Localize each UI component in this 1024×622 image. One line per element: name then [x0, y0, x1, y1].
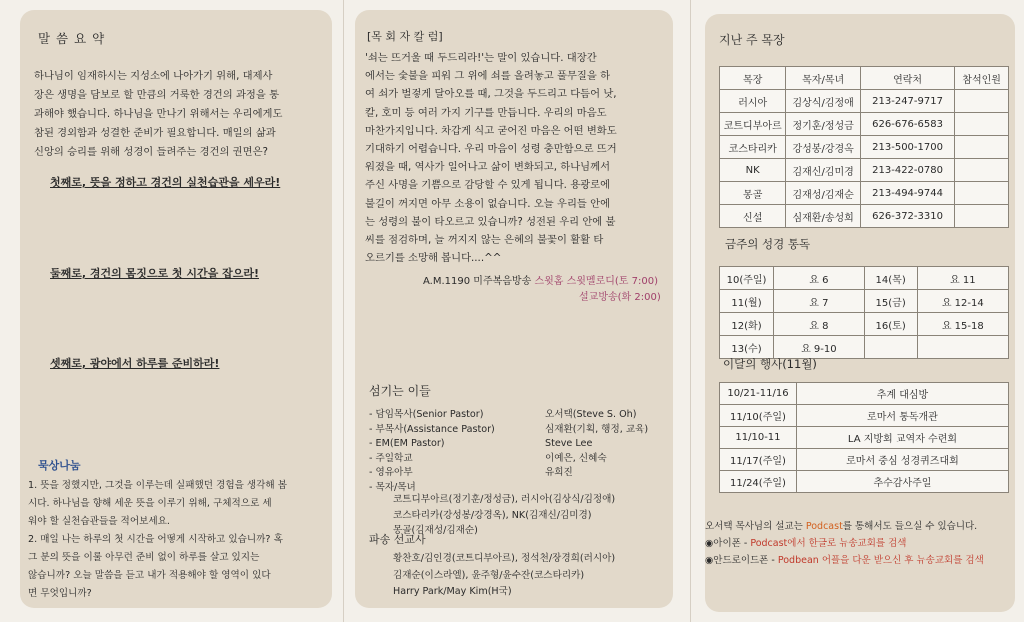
table-row: [720, 427, 1009, 449]
sharing-line: 않습니까? 오늘 말씀을 듣고 내가 적용해야 할 영역이 있다: [28, 570, 271, 581]
table-cell: 김재성/김재순: [786, 182, 861, 205]
staff-role: - 주일학교: [369, 452, 413, 464]
sermon-summary-title: 말 씀 요 약: [38, 31, 106, 46]
sharing-line: 2. 매일 나는 하루의 첫 시간을 어떻게 시작하고 있습니까? 혹: [28, 534, 283, 545]
table-cell: [955, 159, 1009, 182]
table-cell: 심재환/송성희: [786, 205, 861, 228]
table-cell: 213-500-1700: [860, 136, 954, 159]
sharing-title: 묵상나눔: [38, 459, 81, 472]
broadcast-time-2: 설교방송(화 2:00): [579, 292, 661, 303]
column-line: 씨를 점검하며, 늘 꺼지지 않는 은혜의 불꽃이 활활 타: [365, 234, 604, 246]
column-line: 여 쇠가 벌겋게 달아오를 때, 그것을 두드리고 다듬어 낫,: [365, 88, 617, 101]
table-cell: 로마서 중심 성경퀴즈대회: [796, 449, 1008, 471]
broadcast-label: [423, 273, 658, 290]
table-cell: 추계 대심방: [796, 383, 1008, 405]
leaders-table: [719, 66, 1009, 228]
table-row: [720, 205, 1009, 228]
staff-role: - 영유아부: [369, 467, 413, 478]
table-cell: 김상식/김정애: [786, 90, 861, 113]
column-line: 불길이 꺼지면 아무 소용이 없습니다. 오늘 우리들 안에: [365, 197, 611, 210]
column-line: 에서는 숯불을 피워 그 위에 쇠를 올려놓고 풀무질을 하: [365, 70, 611, 83]
table-cell: 김재신/김미경: [786, 159, 861, 182]
reading-table: [719, 266, 1009, 359]
point-one: 첫째로, 뜻을 정하고 경건의 실천습관을 세우라!: [50, 176, 281, 189]
sharing-line: 1. 뜻을 정했지만, 그것을 이루는데 실패했던 경험을 생각해 봅: [28, 480, 288, 491]
column-title: [목 회 자 칼 럼]: [367, 30, 443, 43]
podcast-line-3: [705, 552, 984, 569]
table-cell: LA 지방회 교역자 수련회: [796, 427, 1008, 449]
column-line: 는 성령의 불이 타오르고 있습니까? 성전된 우리 안에 불: [365, 215, 616, 228]
table-cell: 626-676-6583: [860, 113, 954, 136]
column-panel: [355, 10, 673, 608]
table-cell: 13(수): [720, 336, 774, 359]
missionary-line: 김재순(이스라엘), 윤주형/윤수잔(코스타리카): [393, 569, 585, 581]
table-header-row: [720, 67, 1009, 90]
sharing-line: 그 분의 뜻을 이룰 아무런 준비 없이 하루를 살고 있지는: [28, 552, 260, 563]
table-row: [720, 113, 1009, 136]
table-cell: [917, 336, 1008, 359]
sharing-line: 시다. 하나님을 향해 세운 뜻을 이루기 위해, 구체적으로 세: [28, 498, 272, 509]
intro-line: 신앙의 승리를 위해 성경이 들려주는 경건의 권면은?: [34, 146, 268, 158]
sharing-line: 워야 할 실천습관들을 적어보세요.: [28, 516, 170, 527]
table-cell: 626-372-3310: [860, 205, 954, 228]
table-row: [720, 136, 1009, 159]
table-cell: 요 11: [917, 267, 1008, 290]
broadcast-time-1: 스윗홈 스윗멜로디(토 7:00): [534, 276, 658, 287]
intro-line: 참된 경외함과 성결한 준비가 필요합니다. 매일의 삶과: [34, 127, 276, 139]
table-cell: [955, 136, 1009, 159]
column-line: 기대하기 어렵습니다. 우리 마음이 성령 충만함으로 뜨거: [365, 143, 617, 155]
table-cell: [955, 182, 1009, 205]
iphone-instruction: Podcast에서 한글로 뉴송교회를 검색: [750, 538, 907, 549]
table-cell: 정기훈/정성금: [786, 113, 861, 136]
table-row: [720, 267, 1009, 290]
table-cell: 요 6: [774, 267, 865, 290]
point-three: 셋째로, 광야에서 하루를 준비하라!: [50, 357, 220, 370]
table-cell: 신설: [720, 205, 786, 228]
missionary-title: 파송 선교사: [369, 533, 426, 546]
table-cell: 추수감사주일: [796, 471, 1008, 493]
table-row: [720, 159, 1009, 182]
shepherd-line: 코스타리카(강성봉/강경옥), NK(김재신/김미경): [393, 509, 592, 521]
table-cell: NK: [720, 159, 786, 182]
table-cell: [955, 205, 1009, 228]
android-label: ◉안드로이드폰 -: [705, 555, 775, 566]
table-cell: 11/24(주일): [720, 471, 797, 493]
podcast-intro: 오서택 목사님의 설교는: [705, 521, 803, 532]
table-cell: 11/10-11: [720, 427, 797, 449]
table-cell: 강성봉/강경옥: [786, 136, 861, 159]
table-cell: 요 9-10: [774, 336, 865, 359]
intro-line: 장은 생명을 담보로 할 만큼의 거룩한 경건의 과정을 통: [34, 89, 280, 101]
table-cell: 10/21-11/16: [720, 383, 797, 405]
table-cell: 11(월): [720, 290, 774, 313]
table-cell: 코트디부아르: [720, 113, 786, 136]
info-panel: [705, 14, 1015, 612]
table-row: [720, 405, 1009, 427]
events-table: [719, 382, 1009, 493]
table-cell: 15(금): [864, 290, 917, 313]
table-cell: [955, 113, 1009, 136]
table-cell: 코스타리카: [720, 136, 786, 159]
shepherd-line: 코트디부아르(정기훈/정성금), 러시아(김상식/김정애): [393, 494, 616, 505]
missionary-line: Harry Park/May Kim(H국): [393, 586, 512, 597]
table-cell: 요 7: [774, 290, 865, 313]
table-row: [720, 90, 1009, 113]
android-instruction: Podbean 어플을 다운 받으신 후 뉴송교회를 검색: [777, 555, 984, 566]
table-header-cell: 참석인원: [955, 67, 1009, 90]
table-row: [720, 313, 1009, 336]
fold-line-right: [690, 0, 691, 622]
table-cell: [864, 336, 917, 359]
staff-name: 심재환(기획, 행정, 교육): [545, 423, 649, 435]
column-line: 오르기를 소망해 봅니다....^^: [365, 252, 502, 265]
table-cell: 10(주일): [720, 267, 774, 290]
staff-role: - 담임목사(Senior Pastor): [369, 409, 484, 420]
staff-role: - 부목사(Assistance Pastor): [369, 423, 495, 435]
table-cell: 러시아: [720, 90, 786, 113]
staff-name: 오서택(Steve S. Oh): [545, 409, 637, 420]
table-cell: [955, 90, 1009, 113]
broadcast-station: A.M.1190 미주복음방송: [423, 276, 532, 287]
events-title: 이달의 행사(11월): [723, 357, 817, 371]
intro-line: 하나님이 임재하시는 지성소에 나아가기 위해, 대제사: [34, 70, 273, 82]
podcast-line-1: [705, 518, 977, 535]
column-line: 마찬가지입니다. 차갑게 식고 굳어진 마음은 어떤 변화도: [365, 124, 617, 137]
table-cell: 213-422-0780: [860, 159, 954, 182]
table-row: [720, 383, 1009, 405]
staff-name: Steve Lee: [545, 438, 593, 449]
table-cell: 요 15-18: [917, 313, 1008, 336]
table-cell: 11/10(주일): [720, 405, 797, 427]
fold-line-left: [343, 0, 344, 622]
intro-line: 과해야 했습니다. 하나님을 만나기 위해서는 우리에게도: [34, 108, 283, 120]
staff-role: - EM(EM Pastor): [369, 438, 445, 449]
staff-title: 섬기는 이들: [369, 384, 431, 398]
reading-title: 금주의 성경 통독: [725, 237, 811, 251]
table-cell: 213-494-9744: [860, 182, 954, 205]
table-cell: 요 8: [774, 313, 865, 336]
podcast-line-2: [705, 535, 906, 552]
table-cell: 11/17(주일): [720, 449, 797, 471]
table-row: [720, 449, 1009, 471]
staff-name: 이예은, 신혜숙: [545, 452, 607, 464]
staff-name: 유희진: [545, 467, 573, 478]
leaders-title: 지난 주 목장: [719, 33, 785, 47]
table-cell: 요 12-14: [917, 290, 1008, 313]
table-header-cell: 연락처: [860, 67, 954, 90]
table-header-cell: 목자/목녀: [786, 67, 861, 90]
shepherd-line: 몽골(김재성/김재순): [393, 525, 478, 536]
podcast-suffix: 를 통해서도 들으실 수 있습니다.: [842, 521, 978, 532]
sharing-line: 면 무엇입니까?: [28, 588, 92, 599]
table-cell: 몽골: [720, 182, 786, 205]
table-cell: 14(목): [864, 267, 917, 290]
table-row: [720, 471, 1009, 493]
table-cell: 12(화): [720, 313, 774, 336]
point-two: 둘째로, 경건의 몸짓으로 첫 시간을 잡으라!: [50, 267, 259, 280]
column-line: '쇠는 뜨거울 때 두드리라!'는 말이 있습니다. 대장간: [365, 52, 597, 64]
sermon-summary-panel: [20, 10, 332, 608]
table-cell: 16(토): [864, 313, 917, 336]
iphone-label: ◉아이폰 -: [705, 538, 748, 549]
missionary-line: 황찬호/김인경(코트디부아르), 정석천/장경희(러시아): [393, 553, 616, 564]
table-cell: 로마서 통독개관: [796, 405, 1008, 427]
column-line: 주신 사명을 기쁨으로 감당할 수 있게 됩니다. 용광로에: [365, 179, 611, 192]
table-cell: 213-247-9717: [860, 90, 954, 113]
table-row: [720, 182, 1009, 205]
column-line: 칼, 호미 등 여러 가지 기구를 만듭니다. 우리의 마음도: [365, 106, 607, 119]
table-row: [720, 290, 1009, 313]
podcast-word: Podcast: [805, 521, 843, 532]
staff-role: - 목자/목녀: [369, 481, 416, 493]
column-line: 워졌을 때, 역사가 일어나고 삶이 변화되고, 하나님께서: [365, 161, 611, 174]
table-header-cell: 목장: [720, 67, 786, 90]
